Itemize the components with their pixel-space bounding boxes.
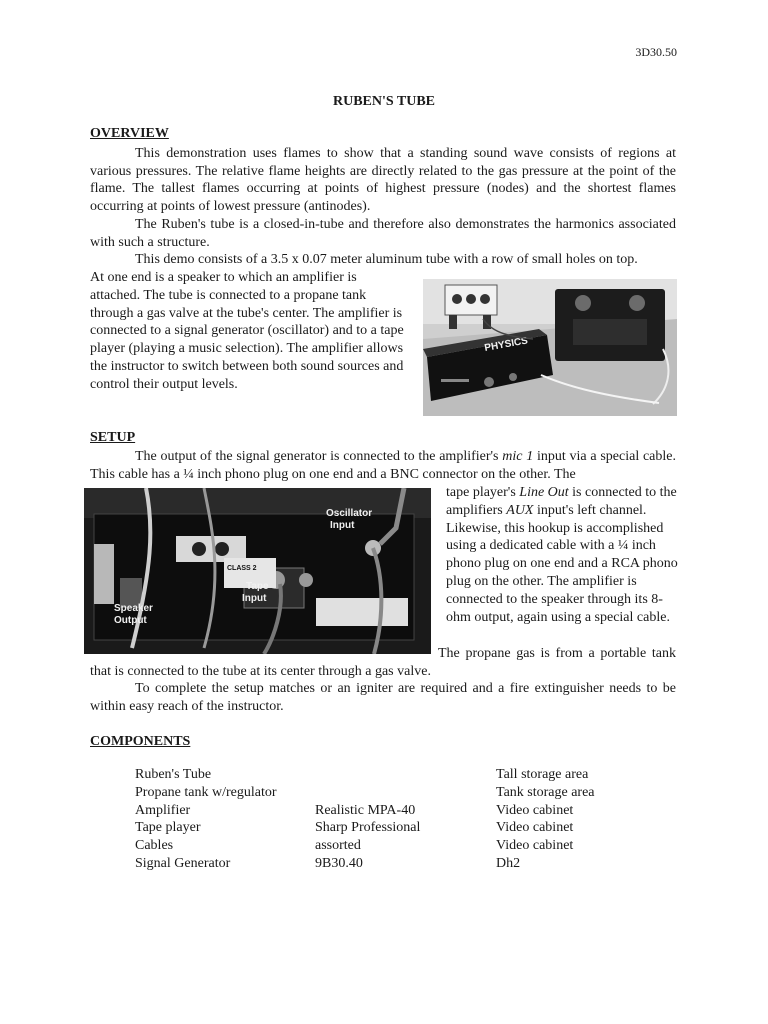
component-location: Video cabinet xyxy=(496,838,574,854)
setup-paragraph-3: To complete the setup matches or an igniter are required and a fire extinguisher needs to be within easy reach of the instructor. xyxy=(90,681,676,714)
component-name: Ruben's Tube xyxy=(135,767,212,782)
component-name: Cables xyxy=(135,838,174,854)
table-row xyxy=(135,819,636,837)
overview-heading: OVERVIEW xyxy=(90,126,169,141)
overview-paragraph-2: The Ruben's tube is a closed-in-tube and therefore also demonstrates the harmonics associated with such a structure. xyxy=(90,217,676,250)
component-model: Realistic MPA-40 xyxy=(315,802,416,818)
speaker-output-label: Output xyxy=(114,615,147,626)
components-table xyxy=(135,766,636,873)
component-name: Tape player xyxy=(135,820,201,836)
tape-label: Tape xyxy=(246,581,269,592)
setup-paragraph-1: The output of the signal generator is connected to the amplifier's mic 1 input via a special cable. This cable has a ¼ inch phono plug on one end and a BNC connector on the other. The xyxy=(90,449,676,482)
page-title: RUBEN'S TUBE xyxy=(332,94,436,109)
component-model: 9B30.40 xyxy=(315,855,363,871)
table-row xyxy=(135,837,636,855)
speaker-label: Speaker xyxy=(114,603,153,614)
component-location: Tank storage area xyxy=(496,784,595,800)
component-model: assorted xyxy=(315,838,361,854)
table-row xyxy=(135,784,636,802)
oscillator-input-label: Input xyxy=(330,520,355,531)
overview-paragraph-1: This demonstration uses flames to show that a standing sound wave consists of regions at various pressures. The relative flame heights are directly related to the gas pressure at the point of the flame. The tallest flames occurring at points of highest pressure (nodes) and the shortest flames occurring at points of lowest pressure (antinodes). xyxy=(90,146,676,215)
setup-paragraph-2: The propane gas is from a portable tank that is connected to the tube at its center through a gas valve. xyxy=(90,646,676,679)
component-model xyxy=(315,766,496,784)
table-row xyxy=(135,766,636,784)
component-name: Amplifier xyxy=(135,802,191,818)
tape-input-label: Input xyxy=(242,593,267,604)
component-location: Tall storage area xyxy=(496,767,589,782)
component-name: Signal Generator xyxy=(135,855,231,871)
component-name: Propane tank w/regulator xyxy=(135,784,277,800)
component-location: Video cabinet xyxy=(496,802,574,818)
components-heading: COMPONENTS xyxy=(90,734,191,749)
amplifier-back-panel-photo xyxy=(84,488,431,654)
oscillator-label: Oscillator xyxy=(326,508,373,519)
amplifier-brand-label: PHYSICS xyxy=(483,335,529,354)
component-model: Sharp Professional xyxy=(315,820,421,836)
overview-paragraph-3-continued: At one end is a speaker to which an amplifier is attached. The tube is connected to a propane tank through a gas valve at the tube's center. The amplifier is connected to a signal generator (oscillator) and to a tape player (playing a music selection). The amplifier allows the instructor to switch between both sound sources and control their output levels. xyxy=(90,270,404,392)
setup-heading: SETUP xyxy=(90,430,136,445)
equipment-photo xyxy=(423,279,677,416)
component-location: Video cabinet xyxy=(496,820,574,836)
component-location: Dh2 xyxy=(496,855,521,871)
table-row xyxy=(135,855,636,873)
table-row xyxy=(135,802,636,820)
class-2-label: CLASS 2 xyxy=(227,565,257,572)
overview-paragraph-3: This demo consists of a 3.5 x 0.07 meter aluminum tube with a row of small holes on top. xyxy=(135,252,638,267)
setup-paragraph-1-continued: tape player's Line Out is connected to the amplifiers AUX input's left channel. Likewise, this hookup is accomplished using a dedicated cable with a ¼ inch phono plug on one end and a RCA phono plug on the other. The amplifier is connected to the speaker through its 8-ohm output, again using a special cable. xyxy=(446,485,678,625)
document-id: 3D30.50 xyxy=(635,45,677,59)
component-model xyxy=(315,784,496,802)
